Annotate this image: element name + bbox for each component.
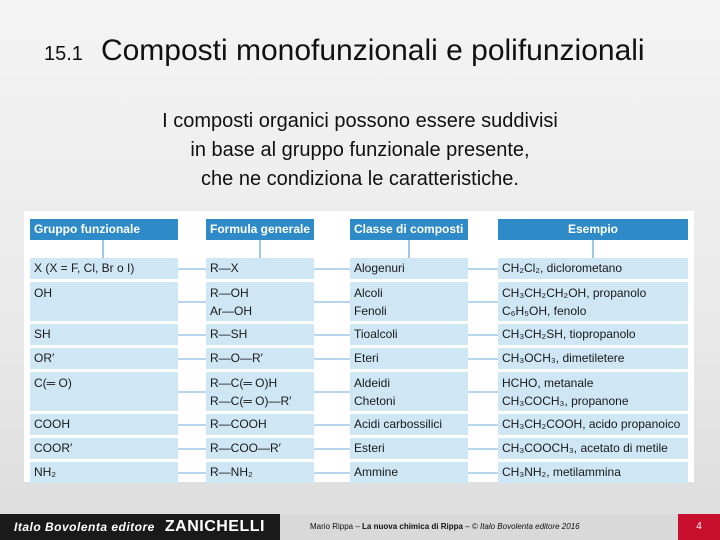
table-cell-classe	[350, 438, 468, 459]
cell-line: CH₃CH₂COOH, acido propanoico	[502, 417, 681, 431]
table-cell-esempio	[498, 282, 688, 321]
table-cell-esempio	[498, 258, 688, 279]
cell-line: R—OH	[210, 286, 249, 300]
table-cell-formula	[206, 372, 314, 411]
table-cell-classe	[350, 324, 468, 345]
page-number: 4	[678, 514, 720, 540]
intro-line: che ne condiziona le caratteristiche.	[201, 168, 519, 190]
header-classe: Classe di composti	[350, 219, 468, 240]
row-connector	[314, 424, 350, 426]
row-connector	[468, 391, 498, 393]
credit-line	[310, 514, 670, 540]
row-connector	[468, 448, 498, 450]
row-connector	[178, 391, 206, 393]
table-cell-formula	[206, 282, 314, 321]
row-connector	[178, 424, 206, 426]
section-number: 15.1	[44, 43, 83, 65]
cell-line: Alcoli	[354, 286, 383, 300]
header-stem	[408, 240, 410, 260]
credit-book: La nuova chimica di Rippa	[362, 522, 463, 531]
row-connector	[468, 358, 498, 360]
cell-line: C₆H₅OH, fenolo	[502, 304, 587, 318]
row-connector	[468, 424, 498, 426]
row-connector	[178, 301, 206, 303]
table-cell-esempio	[498, 462, 688, 483]
cell-line: R—NH₂	[210, 465, 253, 479]
cell-line: Chetoni	[354, 394, 396, 408]
table-cell-gruppo	[30, 258, 178, 279]
row-connector	[178, 358, 206, 360]
cell-line: R—COOH	[210, 417, 267, 431]
row-connector	[314, 268, 350, 270]
cell-line: R—COO—R′	[210, 441, 281, 455]
row-connector	[178, 334, 206, 336]
cell-line: R—C(═ O)—R′	[210, 394, 292, 408]
credit-author: Mario Rippa –	[310, 522, 363, 531]
intro-line: I composti organici possono essere suddivisi	[162, 110, 558, 132]
cell-line: Esteri	[354, 441, 385, 455]
cell-line: R—C(═ O)H	[210, 376, 278, 390]
table-cell-gruppo	[30, 348, 178, 369]
table-cell-classe	[350, 462, 468, 483]
table-cell-formula	[206, 324, 314, 345]
row-connector	[468, 301, 498, 303]
cell-line: R—O—R′	[210, 351, 263, 365]
row-connector	[468, 334, 498, 336]
cell-text: OH	[34, 286, 52, 300]
table-cell-classe	[350, 414, 468, 435]
header-stem	[259, 240, 261, 260]
table-cell-classe	[350, 258, 468, 279]
cell-line: Aldeidi	[354, 376, 391, 390]
table-cell-gruppo	[30, 438, 178, 459]
intro-text	[0, 107, 720, 194]
cell-line: CH₃CH₂SH, tiopropanolo	[502, 327, 636, 341]
table-cell-classe	[350, 372, 468, 411]
table-cell-classe	[350, 348, 468, 369]
cell-line: Alogenuri	[354, 261, 405, 275]
cell-line: R—X	[210, 261, 239, 275]
table-cell-esempio	[498, 414, 688, 435]
table-cell-esempio	[498, 348, 688, 369]
cell-line: Eteri	[354, 351, 379, 365]
row-connector	[314, 448, 350, 450]
cell-text: OR′	[34, 351, 55, 365]
cell-text: X (X = F, Cl, Br o I)	[34, 261, 135, 275]
header-stem	[592, 240, 594, 260]
cell-line: CH₃COCH₃, propanone	[502, 394, 629, 408]
header-formula: Formula generale	[206, 219, 314, 240]
row-connector	[468, 472, 498, 474]
publisher-brand: ZANICHELLI	[164, 518, 265, 535]
footer	[0, 514, 720, 540]
cell-line: CH₃NH₂, metilammina	[502, 465, 621, 479]
publisher-logo	[0, 514, 280, 540]
header-gruppo: Gruppo funzionale	[30, 219, 178, 240]
row-connector	[178, 268, 206, 270]
row-connector	[468, 268, 498, 270]
slide-title	[44, 34, 645, 68]
table-cell-esempio	[498, 324, 688, 345]
cell-text: SH	[34, 327, 51, 341]
publisher-name: Italo Bovolenta editore	[14, 520, 155, 534]
table-cell-gruppo	[30, 462, 178, 483]
table-cell-gruppo	[30, 324, 178, 345]
intro-line: in base al gruppo funzionale presente,	[190, 139, 530, 161]
cell-line: Acidi carbossilici	[354, 417, 443, 431]
header-stem	[102, 240, 104, 260]
table-cell-esempio	[498, 438, 688, 459]
table-cell-formula	[206, 348, 314, 369]
cell-line: CH₂Cl₂, diclorometano	[502, 261, 623, 275]
table-cell-formula	[206, 462, 314, 483]
table-cell-formula	[206, 258, 314, 279]
table-cell-classe	[350, 282, 468, 321]
row-connector	[314, 391, 350, 393]
cell-line: HCHO, metanale	[502, 376, 594, 390]
table-cell-formula	[206, 438, 314, 459]
cell-line: CH₃COOCH₃, acetato di metile	[502, 441, 668, 455]
table-cell-formula	[206, 414, 314, 435]
cell-text: COOH	[34, 417, 70, 431]
header-esempio: Esempio	[498, 219, 688, 240]
row-connector	[314, 334, 350, 336]
cell-line: Fenoli	[354, 304, 387, 318]
table-cell-gruppo	[30, 282, 178, 321]
credit-rest: – © Italo Bovolenta editore 2016	[462, 522, 580, 531]
cell-line: CH₃CH₂CH₂OH, propanolo	[502, 286, 647, 300]
cell-text: COOR′	[34, 441, 73, 455]
cell-line: CH₃OCH₃, dimetiletere	[502, 351, 625, 365]
cell-line: R—SH	[210, 327, 248, 341]
row-connector	[178, 472, 206, 474]
table-cell-esempio	[498, 372, 688, 411]
row-connector	[314, 358, 350, 360]
cell-line: Ar—OH	[210, 304, 252, 318]
cell-line: Ammine	[354, 465, 399, 479]
cell-text: NH₂	[34, 465, 56, 479]
row-connector	[314, 472, 350, 474]
page-title: Composti monofunzionali e polifunzionali	[100, 34, 645, 67]
row-connector	[178, 448, 206, 450]
table-cell-gruppo	[30, 414, 178, 435]
functional-groups-table	[24, 211, 694, 482]
cell-text: C(═ O)	[34, 376, 72, 390]
cell-line: Tioalcoli	[354, 327, 398, 341]
row-connector	[314, 301, 350, 303]
table-cell-gruppo	[30, 372, 178, 411]
